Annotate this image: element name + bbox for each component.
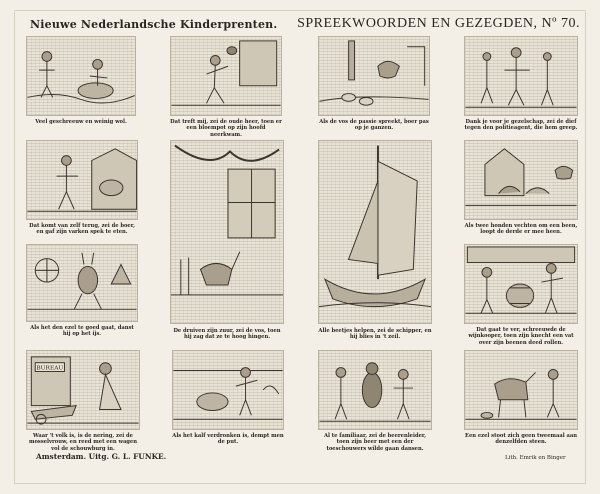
panel-11-caption: Waar 't volk is, is de nering, zei de mosselvrouw, en reed met een wagen vol de schouwburg in. (28, 433, 138, 452)
panel-9-caption: Als het den ezel te goed gaat, danst hij op het ijs. (30, 325, 134, 338)
printer-imprint: Lith. Emrik en Binger (505, 455, 566, 461)
panel-9-illustration (26, 244, 138, 322)
panel-14 (464, 350, 578, 450)
panel-8-illustration (464, 140, 578, 220)
panel-1-illustration (26, 36, 136, 116)
panel-5-caption: Dat komt van zelf terug, zei de boer, en gaf zijn varken spek te eten. (29, 223, 135, 236)
panel-2-caption: Dat treft mij, zei de oude heer, toen er een bloempot op zijn hoofd neerkwam. (170, 119, 282, 138)
panel-13 (318, 350, 432, 450)
panel-4 (464, 36, 578, 136)
panel-5 (26, 140, 138, 240)
panel-12-caption: Als het kalf verdronken is, dempt men de put. (172, 433, 284, 446)
series-title: Nieuwe Nederlandsche Kinderprenten. (30, 18, 278, 31)
panel-12 (172, 350, 284, 450)
panel-1-caption: Veel geschreeuw en weinig wol. (35, 119, 127, 125)
panel-14-illustration (464, 350, 578, 430)
panel-10-caption: Dat gaat te ver, schreeuwde de wijnkooper, toen zijn knecht een vat over zijn beenen deed rollen. (468, 327, 574, 346)
panel-1 (26, 36, 136, 136)
panel-3-illustration (318, 36, 430, 116)
panel-8 (464, 140, 578, 240)
panel-4-caption: Dank je voor je gezelschap, zei de dief tegen den politieagent, die hem greep. (464, 119, 578, 132)
panel-11 (26, 350, 140, 450)
panel-9 (26, 244, 138, 342)
panel-4-illustration (464, 36, 578, 116)
panel-3-caption: Als de vos de passie spreekt, boer pas op je ganzen. (319, 119, 429, 132)
bureau-sign: BUREAU (36, 365, 64, 372)
panel-2-illustration (170, 36, 282, 116)
panel-6-caption: De druiven zijn zuur, zei de vos, toen hij zag dat ze te hoog hingen. (173, 328, 281, 341)
panel-13-caption: Al te familiaar, zei de beerenleider, toen zijn beer met een der toeschouwers wilde gaan dansen. (323, 433, 427, 452)
panel-6-illustration (170, 140, 284, 324)
panel-10 (464, 244, 578, 344)
panel-7-illustration (318, 140, 432, 324)
panel-10-illustration (464, 244, 578, 324)
panel-14-caption: Een ezel stoot zich geen tweemaal aan denzelfden steen. (465, 433, 577, 446)
sheet-title: SPREEKWOORDEN EN GEZEGDEN, Nº 70. (297, 16, 580, 31)
panel-13-illustration (318, 350, 432, 430)
panel-7-caption: Alle beetjes helpen, zei de schipper, en hij blies in 't zeil. (318, 328, 432, 341)
panel-8-caption: Als twee honden vechten om een been, loopt de derde er mee heen. (464, 223, 578, 236)
panel-12-illustration (172, 350, 284, 430)
panel-7 (318, 140, 432, 344)
panel-2 (170, 36, 282, 136)
publisher-imprint: Amsterdam. Uitg. G. L. FUNKE. (36, 452, 167, 461)
panel-3 (318, 36, 430, 136)
panel-11-illustration (26, 350, 140, 430)
panel-6 (170, 140, 284, 344)
panel-5-illustration (26, 140, 138, 220)
